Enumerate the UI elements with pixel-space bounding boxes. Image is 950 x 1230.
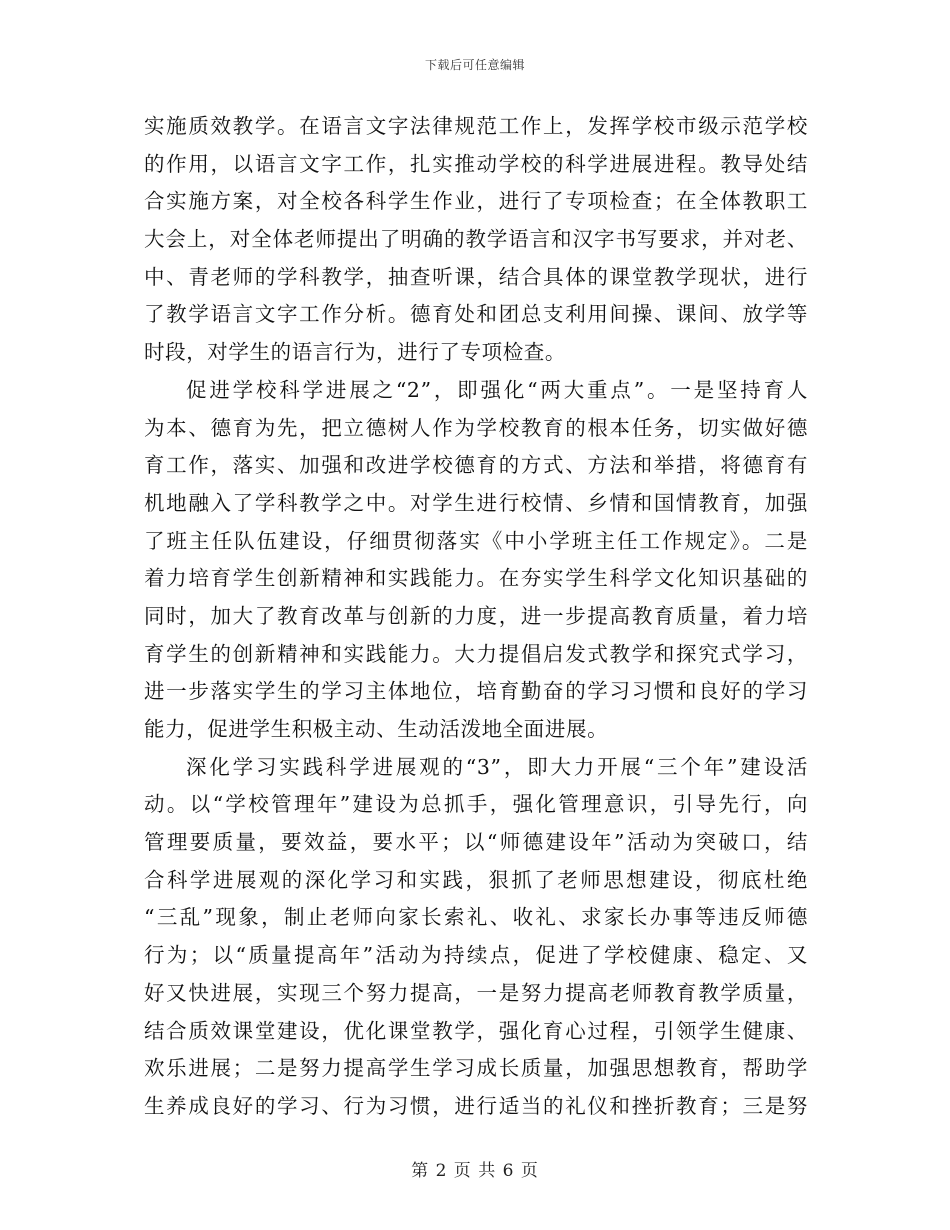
text-line: 机地融入了学科教学之中。对学生进行校情、乡情和国情教育，加强 xyxy=(144,490,808,515)
text-line: 促进学校科学进展之“2”，即强化“两大重点”。一是坚持育人 xyxy=(186,377,808,402)
text-line: 实施质效教学。在语言文字法律规范工作上，发挥学校市级示范学校 xyxy=(144,114,808,138)
text-line: 深化学习实践科学进展观的“3”，即大力开展“三个年”建设活 xyxy=(186,754,808,779)
text-line: 时段，对学生的语言行为，进行了专项检查。 xyxy=(144,340,566,365)
page-number: 第 2 页 共 6 页 xyxy=(411,1161,539,1181)
text-line: 结合质效课堂建设，优化课堂教学，强化育心过程，引领学生健康、 xyxy=(144,1018,808,1043)
text-line: 同时，加大了教育改革与创新的力度，进一步提高教育质量，着力培 xyxy=(144,603,808,628)
text-line: 动。以“学校管理年”建设为总抓手，强化管理意识，引导先行，向 xyxy=(144,792,808,817)
text-line: 合科学进展观的深化学习和实践，狠抓了老师思想建设，彻底杜绝 xyxy=(144,867,808,892)
text-line: 合实施方案，对全校各科学生作业，进行了专项检查；在全体教职工 xyxy=(144,189,808,214)
text-line: 中、青老师的学科教学，抽查听课，结合具体的课堂教学现状，进行 xyxy=(144,264,808,289)
text-line: 了班主任队伍建设，仔细贯彻落实《中小学班主任工作规定》。二是 xyxy=(144,528,808,553)
text-line: 育学生的创新精神和实践能力。大力提倡启发式教学和探究式学习， xyxy=(144,641,808,666)
paragraph xyxy=(144,108,808,372)
text-line: 大会上，对全体老师提出了明确的教学语言和汉字书写要求，并对老、 xyxy=(144,227,808,252)
text-line: 进一步落实学生的学习主体地位，培育勤奋的学习习惯和良好的学习 xyxy=(144,679,808,704)
paragraph xyxy=(144,749,808,1126)
text-line: 行为；以“质量提高年”活动为持续点，促进了学校健康、稳定、又 xyxy=(144,943,808,968)
text-line: 管理要质量，要效益，要水平；以“师德建设年”活动为突破口，结 xyxy=(144,830,808,855)
text-line: 为本、德育为先，把立德树人作为学校教育的根本任务，切实做好德 xyxy=(144,415,808,440)
text-line: 育工作，落实、加强和改进学校德育的方式、方法和举措，将德育有 xyxy=(144,453,808,478)
paragraph xyxy=(144,372,808,749)
text-line: 好又快进展，实现三个努力提高，一是努力提高老师教育教学质量， xyxy=(144,980,808,1005)
document-body xyxy=(144,108,808,1126)
text-line: 了教学语言文字工作分析。德育处和团总支利用间操、课间、放学等 xyxy=(144,302,808,327)
text-line: “三乱”现象，制止老师向家长索礼、收礼、求家长办事等违反师德 xyxy=(144,905,808,930)
text-line: 着力培育学生创新精神和实践能力。在夯实学生科学文化知识基础的 xyxy=(144,566,808,591)
text-line: 生养成良好的学习、行为习惯，进行适当的礼仪和挫折教育；三是努 xyxy=(144,1093,808,1118)
page-header-note: 下载后可任意编辑 xyxy=(424,58,525,72)
text-line: 欢乐进展；二是努力提高学生学习成长质量，加强思想教育，帮助学 xyxy=(144,1056,808,1081)
text-line: 的作用，以语言文字工作，扎实推动学校的科学进展进程。教导处结 xyxy=(144,151,808,176)
text-line: 能力，促进学生积极主动、生动活泼地全面进展。 xyxy=(144,717,609,741)
